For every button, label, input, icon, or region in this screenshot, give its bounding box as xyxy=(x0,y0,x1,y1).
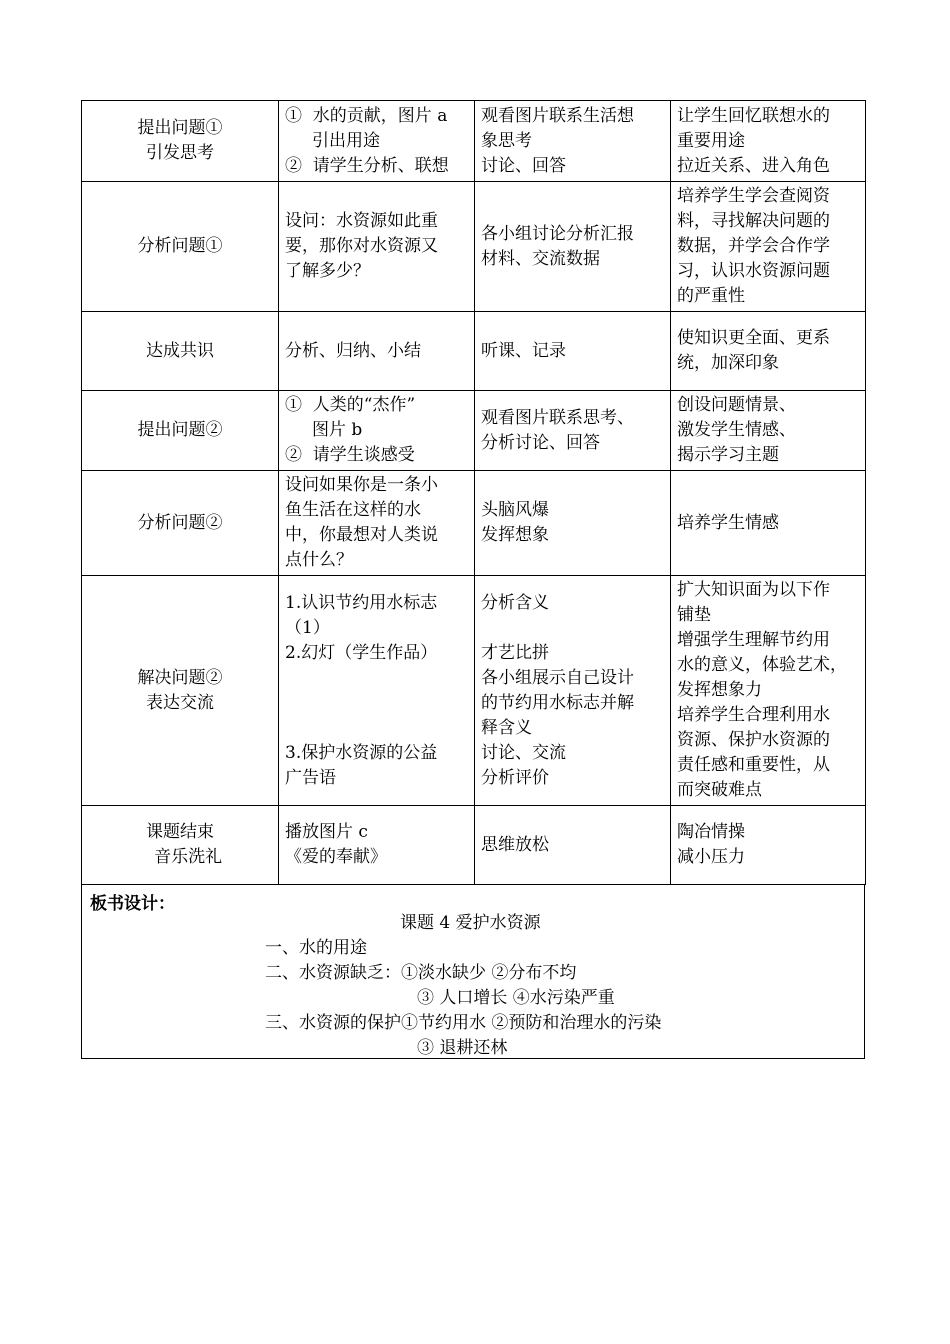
cell-line: ② 请学生分析、联想 xyxy=(285,155,449,176)
table-row xyxy=(82,806,866,885)
cell-line: 点什么？ xyxy=(285,550,353,570)
cell-line: 提出问题① xyxy=(137,118,223,138)
cell-line: 数据，并学会合作学 xyxy=(677,236,830,256)
cell-line: 象思考 xyxy=(481,130,532,151)
table-row xyxy=(82,471,866,576)
cell-line: 材料、交流数据 xyxy=(481,248,600,269)
cell-line: 创设问题情景、 xyxy=(677,395,796,415)
cell-line: 统，加深印象 xyxy=(677,353,779,373)
cell-line: 拉近关系、进入角色 xyxy=(677,155,830,176)
table-row xyxy=(82,576,866,806)
stage-cell xyxy=(82,182,279,312)
student-activity-cell xyxy=(475,182,671,312)
board-title: 课题 4 爱护水资源 xyxy=(400,913,541,933)
cell-line: 1.认识节约用水标志 xyxy=(285,592,438,613)
cell-line: 讨论、回答 xyxy=(481,155,566,176)
cell-line: 分析含义 xyxy=(481,592,549,613)
table-row xyxy=(82,182,866,312)
cell-line: 观看图片联系思考、 xyxy=(481,407,634,428)
student-activity-cell xyxy=(475,391,671,471)
cell-line: 设问：水资源如此重 xyxy=(285,211,438,231)
cell-line: 了解多少？ xyxy=(285,261,370,281)
teacher-activity-cell xyxy=(279,312,475,391)
teacher-activity-cell xyxy=(279,101,475,182)
student-activity-cell xyxy=(475,312,671,391)
cell-line: 讨论、交流 xyxy=(481,742,566,763)
cell-line: 各小组展示自己设计 xyxy=(481,667,634,688)
table-row xyxy=(82,101,866,182)
cell-line: 听课、记录 xyxy=(481,340,566,361)
stage-cell xyxy=(82,576,279,806)
board-design-heading: 板书设计： xyxy=(90,894,175,914)
cell-line: 减小压力 xyxy=(677,847,745,867)
cell-line: 揭示学习主题 xyxy=(677,445,779,465)
board-line-1: 一、水的用途 xyxy=(265,938,367,958)
design-intent-cell xyxy=(671,576,866,806)
design-intent-cell xyxy=(671,182,866,312)
cell-line: 分析问题① xyxy=(137,236,223,256)
cell-line: ① 水的贡献，图片 a xyxy=(285,105,448,126)
teacher-activity-cell xyxy=(279,806,475,885)
cell-line: 图片 b xyxy=(285,420,363,440)
cell-line: 表达交流 xyxy=(146,692,214,713)
cell-line: 水的意义，体验艺术， xyxy=(677,655,847,675)
table-row xyxy=(82,312,866,391)
cell-line: 《爱的奉献》 xyxy=(285,847,387,867)
cell-line: 分析、归纳、小结 xyxy=(285,340,421,361)
cell-line: 释含义 xyxy=(481,717,532,738)
student-activity-cell xyxy=(475,101,671,182)
table-row xyxy=(82,391,866,471)
design-intent-cell xyxy=(671,391,866,471)
cell-line: 课题结束 xyxy=(146,822,214,842)
design-intent-cell xyxy=(671,806,866,885)
lesson-plan-sheet xyxy=(81,100,865,1059)
stage-cell xyxy=(82,471,279,576)
stage-cell xyxy=(82,312,279,391)
cell-line: 而突破难点 xyxy=(677,780,762,800)
cell-line: ② 请学生谈感受 xyxy=(285,445,415,465)
cell-line: 分析讨论、回答 xyxy=(481,432,600,453)
cell-line: ① 人类的“杰作” xyxy=(285,395,416,415)
cell-line: 提出问题② xyxy=(137,420,223,440)
cell-line: 分析问题② xyxy=(137,512,223,533)
design-intent-cell xyxy=(671,471,866,576)
board-design xyxy=(81,885,865,1059)
cell-line: 扩大知识面为以下作 xyxy=(677,580,830,600)
cell-line: 中，你最想对人类说 xyxy=(285,525,438,545)
cell-line: 引出用途 xyxy=(285,130,381,151)
cell-line: 分析评价 xyxy=(481,767,549,788)
cell-line: 才艺比拼 xyxy=(481,642,549,663)
cell-line: 播放图片 c xyxy=(285,822,368,842)
cell-line: 培养学生情感 xyxy=(677,512,779,533)
student-activity-cell xyxy=(475,576,671,806)
cell-line: 让学生回忆联想水的 xyxy=(677,105,830,126)
cell-line: 观看图片联系生活想 xyxy=(481,105,634,126)
cell-line: 解决问题② xyxy=(137,667,223,688)
board-line-2: 二、水资源缺乏：①淡水缺少 ②分布不均 xyxy=(265,963,577,983)
lesson-plan-table xyxy=(81,100,866,885)
teacher-activity-cell xyxy=(279,471,475,576)
cell-line xyxy=(481,616,664,641)
stage-cell xyxy=(82,391,279,471)
cell-line: 发挥想象力 xyxy=(677,680,762,700)
stage-cell xyxy=(82,101,279,182)
cell-line: 重要用途 xyxy=(677,130,745,151)
cell-line: 2.幻灯（学生作品） xyxy=(285,642,438,663)
cell-line: 资源、保护水资源的 xyxy=(677,730,830,750)
board-line-3: ③ 人口增长 ④水污染严重 xyxy=(417,988,615,1008)
board-line-5: ③ 退耕还林 xyxy=(417,1038,508,1058)
design-intent-cell xyxy=(671,312,866,391)
cell-line: 要，那你对水资源又 xyxy=(285,236,438,256)
cell-line: 陶冶情操 xyxy=(677,822,745,842)
cell-line: 引发思考 xyxy=(146,143,214,163)
cell-line: 铺垫 xyxy=(677,605,711,625)
cell-line: （1） xyxy=(285,617,330,638)
cell-line: 发挥想象 xyxy=(481,525,549,545)
cell-line: 责任感和重要性，从 xyxy=(677,755,830,775)
cell-line: 使知识更全面、更系 xyxy=(677,328,830,348)
cell-line: 培养学生学会查阅资 xyxy=(677,186,830,206)
cell-line: 料，寻找解决问题的 xyxy=(677,211,830,231)
board-line-4: 三、水资源的保护①节约用水 ②预防和治理水的污染 xyxy=(265,1013,662,1033)
cell-line: 设问如果你是一条小 xyxy=(285,475,438,495)
cell-line: 广告语 xyxy=(285,767,336,788)
cell-line: 的严重性 xyxy=(677,286,745,306)
stage-cell xyxy=(82,806,279,885)
cell-line: 增强学生理解节约用 xyxy=(677,630,830,650)
cell-line: 思维放松 xyxy=(481,834,549,855)
cell-line: 培养学生合理利用水 xyxy=(677,705,830,725)
cell-line: 鱼生活在这样的水 xyxy=(285,500,421,520)
cell-line xyxy=(285,716,468,741)
cell-line xyxy=(285,666,468,691)
teacher-activity-cell xyxy=(279,182,475,312)
cell-line: 3.保护水资源的公益 xyxy=(285,742,438,763)
cell-line: 习，认识水资源问题 xyxy=(677,261,830,281)
cell-line: 达成共识 xyxy=(146,340,214,361)
cell-line: 头脑风爆 xyxy=(481,500,549,520)
cell-line: 激发学生情感、 xyxy=(677,420,796,440)
student-activity-cell xyxy=(475,806,671,885)
design-intent-cell xyxy=(671,101,866,182)
teacher-activity-cell xyxy=(279,576,475,806)
cell-line: 音乐洗礼 xyxy=(137,847,223,867)
cell-line xyxy=(285,691,468,716)
student-activity-cell xyxy=(475,471,671,576)
cell-line: 的节约用水标志并解 xyxy=(481,692,634,713)
cell-line: 各小组讨论分析汇报 xyxy=(481,223,634,244)
teacher-activity-cell xyxy=(279,391,475,471)
